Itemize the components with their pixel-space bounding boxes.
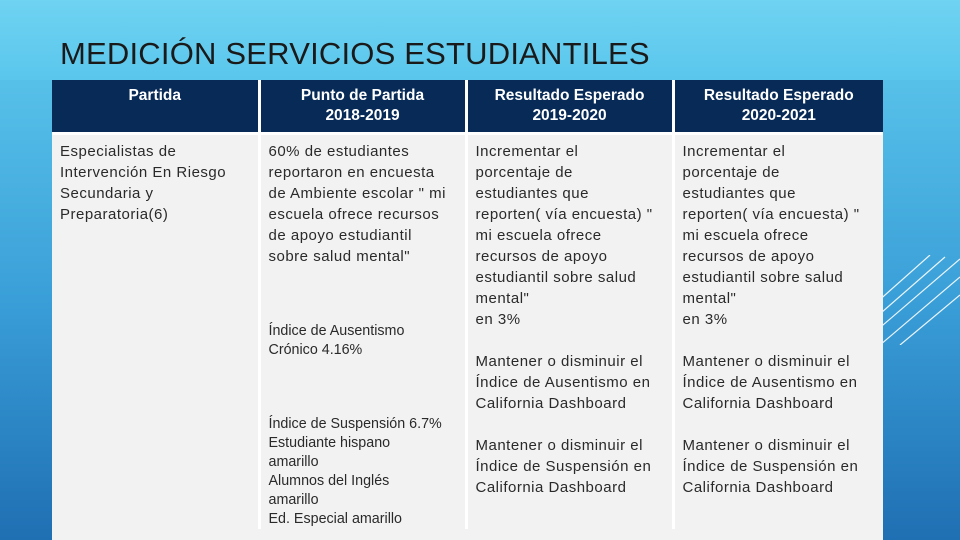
text-line: estudiantes que <box>682 185 796 202</box>
text-line: estudiantil sobre salud <box>475 269 637 286</box>
text-line: California Dashboard <box>682 395 834 412</box>
text-line: amarillo <box>268 492 319 508</box>
header-line: Resultado Esperado <box>494 87 645 104</box>
cell-resultado-2020-2021 <box>673 134 883 530</box>
text-line: California Dashboard <box>682 479 834 496</box>
text-line: Secundaria y <box>60 185 154 202</box>
text-line: Índice de Ausentismo en <box>682 374 858 391</box>
text-line: Mantener o disminuir el <box>475 437 643 454</box>
text-line: recursos de apoyo <box>475 248 608 265</box>
text-line: escuela ofrece recursos <box>268 206 440 223</box>
text-line: Intervención En Riesgo <box>60 164 227 181</box>
text-line: Crónico 4.16% <box>268 342 363 358</box>
text-line: Índice de Ausentismo <box>268 323 405 339</box>
text-line: reporten( vía encuesta) " <box>475 206 653 223</box>
header-resultado-2019-2020 <box>466 80 673 134</box>
text-line: Especialistas de <box>60 143 177 160</box>
cell-partida <box>52 134 259 530</box>
text-line: mental" <box>475 290 530 307</box>
cell-resultado-2019-2020 <box>466 134 673 530</box>
text-line: Mantener o disminuir el <box>682 437 850 454</box>
text-line: Incrementar el <box>682 143 786 160</box>
text-line: Ed. Especial amarillo <box>268 511 402 527</box>
slide-title: MEDICIÓN SERVICIOS ESTUDIANTILES <box>60 36 650 71</box>
header-line: Punto de Partida <box>300 87 425 104</box>
header-partida <box>52 80 259 134</box>
table-row <box>52 134 883 530</box>
text-line: amarillo <box>268 454 319 470</box>
text-line: sobre salud mental" <box>268 248 411 265</box>
text-line: porcentaje de <box>475 164 573 181</box>
text-line: Índice de Suspensión en <box>682 458 859 475</box>
cell-punto-de-partida <box>259 134 466 530</box>
header-punto-de-partida <box>259 80 466 134</box>
text-line: Índice de Ausentismo en <box>475 374 651 391</box>
text-line: Índice de Suspensión 6.7% <box>268 416 442 432</box>
text-line: de apoyo estudiantil <box>268 227 412 244</box>
text-line: Estudiante hispano <box>268 435 391 451</box>
text-line: mental" <box>682 290 737 307</box>
text-line: de Ambiente escolar " mi <box>268 185 446 202</box>
text-line: en 3% <box>682 311 728 328</box>
text-line: en 3% <box>475 311 521 328</box>
header-line: 2019-2020 <box>532 107 607 124</box>
text-line: reporten( vía encuesta) " <box>682 206 860 223</box>
table-header-row <box>52 80 883 134</box>
text-line: mi escuela ofrece <box>475 227 602 244</box>
text-line: recursos de apoyo <box>682 248 815 265</box>
text-line: Índice de Suspensión en <box>475 458 652 475</box>
header-line: Resultado Esperado <box>703 87 854 104</box>
text-line: mi escuela ofrece <box>682 227 809 244</box>
text-line: Mantener o disminuir el <box>682 353 850 370</box>
text-line: Mantener o disminuir el <box>475 353 643 370</box>
measurement-table <box>52 80 883 540</box>
text-line: 60% de estudiantes <box>268 143 410 160</box>
header-line: Partida <box>128 87 182 104</box>
text-line: reportaron en encuesta <box>268 164 435 181</box>
text-line: Incrementar el <box>475 143 579 160</box>
text-line: California Dashboard <box>475 395 627 412</box>
header-line: 2018-2019 <box>325 107 400 124</box>
header-line: 2020-2021 <box>741 107 816 124</box>
text-line: estudiantes que <box>475 185 589 202</box>
text-line: porcentaje de <box>682 164 780 181</box>
text-line: estudiantil sobre salud <box>682 269 844 286</box>
text-line: California Dashboard <box>475 479 627 496</box>
text-line: Alumnos del Inglés <box>268 473 390 489</box>
header-resultado-2020-2021 <box>673 80 883 134</box>
text-line: Preparatoria(6) <box>60 206 169 223</box>
